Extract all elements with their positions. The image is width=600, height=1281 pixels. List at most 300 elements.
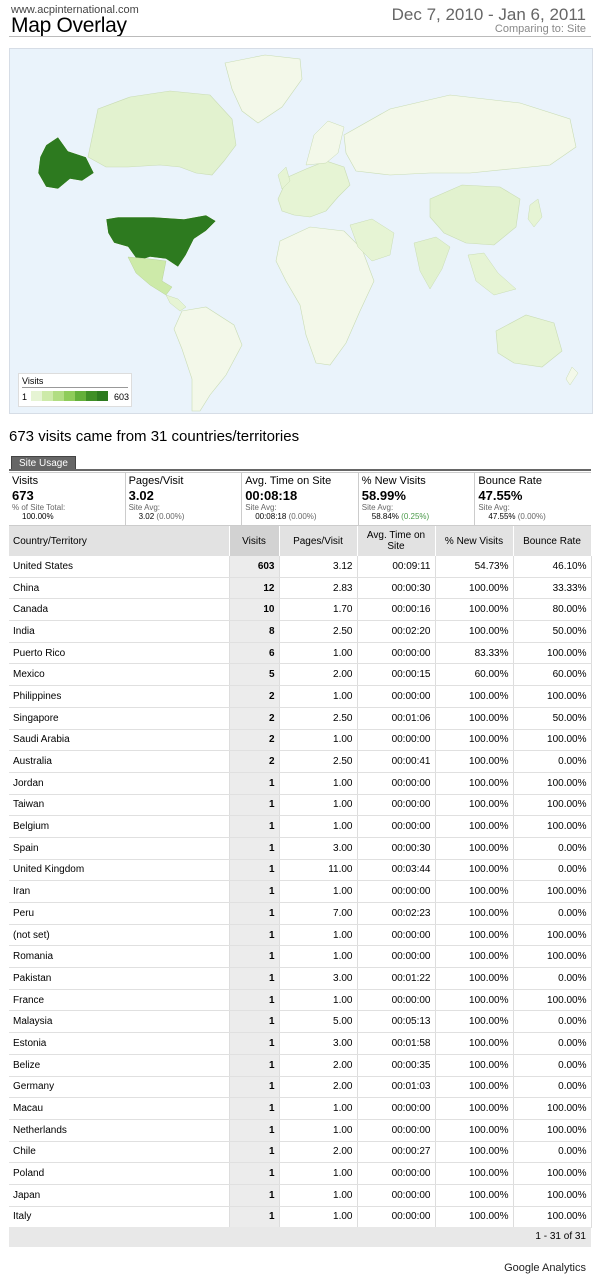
metric-name: Bounce Rate	[478, 475, 542, 487]
cell-visits: 1	[229, 1206, 279, 1228]
cell-bounce-rate: 33.33%	[513, 577, 591, 599]
cell-bounce-rate: 0.00%	[513, 1033, 591, 1055]
table-row[interactable]	[9, 881, 591, 903]
metric-delta: (0.00%)	[288, 512, 317, 521]
cell-bounce-rate: 100.00%	[513, 794, 591, 816]
cell-pages-visit: 11.00	[279, 859, 357, 881]
table-row[interactable]	[9, 1076, 591, 1098]
cell-avg-time: 00:00:35	[357, 1054, 435, 1076]
cell-visits: 2	[229, 729, 279, 751]
cell-avg-time: 00:00:00	[357, 816, 435, 838]
cell-pages-visit: 2.00	[279, 1076, 357, 1098]
cell-bounce-rate: 0.00%	[513, 1076, 591, 1098]
tab-site-usage[interactable]: Site Usage	[11, 456, 76, 471]
country-table	[9, 526, 592, 1228]
legend-swatch	[97, 391, 108, 401]
cell-bounce-rate: 100.00%	[513, 924, 591, 946]
cell-new-visits: 100.00%	[435, 924, 513, 946]
world-map[interactable]	[9, 48, 593, 414]
map-region-greenland	[225, 55, 302, 123]
world-map-svg[interactable]	[10, 49, 592, 413]
cell-bounce-rate: 100.00%	[513, 1119, 591, 1141]
cell-bounce-rate: 0.00%	[513, 968, 591, 990]
table-row[interactable]	[9, 707, 591, 729]
cell-new-visits: 100.00%	[435, 1184, 513, 1206]
cell-visits: 1	[229, 968, 279, 990]
table-row[interactable]	[9, 794, 591, 816]
cell-country[interactable]: Peru	[9, 903, 229, 925]
map-region-russia	[344, 95, 576, 175]
cell-bounce-rate: 0.00%	[513, 903, 591, 925]
cell-country[interactable]: Jordan	[9, 772, 229, 794]
cell-country[interactable]: Puerto Rico	[9, 642, 229, 664]
cell-visits: 12	[229, 577, 279, 599]
cell-country[interactable]: Chile	[9, 1141, 229, 1163]
cell-new-visits: 100.00%	[435, 772, 513, 794]
cell-avg-time: 00:02:23	[357, 903, 435, 925]
table-row[interactable]	[9, 1184, 591, 1206]
cell-avg-time: 00:01:22	[357, 968, 435, 990]
metric-delta: (0.25%)	[401, 512, 430, 521]
cell-bounce-rate: 0.00%	[513, 1141, 591, 1163]
cell-country[interactable]: United Kingdom	[9, 859, 229, 881]
legend-swatch	[53, 391, 64, 401]
cell-new-visits: 100.00%	[435, 577, 513, 599]
table-row[interactable]	[9, 1098, 591, 1120]
table-row[interactable]	[9, 1011, 591, 1033]
metric-value: 3.02	[128, 488, 154, 503]
metric-sub-value: 100.00%	[22, 512, 54, 521]
metric-name: Pages/Visit	[128, 475, 184, 487]
cell-bounce-rate: 100.00%	[513, 686, 591, 708]
cell-visits: 1	[229, 1033, 279, 1055]
table-row[interactable]	[9, 1206, 591, 1228]
legend-swatch	[42, 391, 53, 401]
pagination-label: 1 - 31 of 31	[535, 1231, 586, 1242]
map-region-china	[430, 185, 520, 245]
cell-pages-visit: 3.12	[279, 556, 357, 577]
cell-pages-visit: 1.00	[279, 1206, 357, 1228]
cell-country[interactable]: (not set)	[9, 924, 229, 946]
cell-pages-visit: 1.00	[279, 794, 357, 816]
cell-country[interactable]: Spain	[9, 837, 229, 859]
cell-pages-visit: 3.00	[279, 837, 357, 859]
table-row[interactable]	[9, 903, 591, 925]
cell-avg-time: 00:00:00	[357, 772, 435, 794]
column-header-bounce-rate[interactable]: Bounce Rate	[513, 526, 591, 556]
column-header-pages-visit[interactable]: Pages/Visit	[279, 526, 357, 556]
map-legend	[18, 373, 132, 407]
cell-visits: 1	[229, 881, 279, 903]
metric-avg-time	[242, 473, 359, 525]
cell-visits: 1	[229, 1011, 279, 1033]
cell-country[interactable]: Belize	[9, 1054, 229, 1076]
metric-value: 673	[12, 488, 34, 503]
map-region-alaska	[38, 137, 94, 189]
cell-new-visits: 100.00%	[435, 816, 513, 838]
table-header-row	[9, 526, 591, 556]
cell-pages-visit: 2.50	[279, 751, 357, 773]
cell-avg-time: 00:05:13	[357, 1011, 435, 1033]
table-row[interactable]	[9, 751, 591, 773]
title-divider	[9, 36, 591, 37]
cell-new-visits: 100.00%	[435, 989, 513, 1011]
cell-country[interactable]: Belgium	[9, 816, 229, 838]
table-row[interactable]	[9, 577, 591, 599]
table-row[interactable]	[9, 1163, 591, 1185]
cell-country[interactable]: Malaysia	[9, 1011, 229, 1033]
cell-country[interactable]: Singapore	[9, 707, 229, 729]
cell-country[interactable]: Poland	[9, 1163, 229, 1185]
cell-avg-time: 00:03:44	[357, 859, 435, 881]
cell-visits: 1	[229, 946, 279, 968]
cell-visits: 2	[229, 707, 279, 729]
table-row[interactable]	[9, 686, 591, 708]
cell-pages-visit: 1.00	[279, 881, 357, 903]
map-region-usa	[106, 215, 216, 267]
cell-visits: 1	[229, 1141, 279, 1163]
cell-pages-visit: 1.70	[279, 599, 357, 621]
cell-avg-time: 00:00:00	[357, 946, 435, 968]
metric-name: Avg. Time on Site	[245, 475, 332, 487]
cell-pages-visit: 1.00	[279, 1163, 357, 1185]
cell-new-visits: 83.33%	[435, 642, 513, 664]
cell-visits: 1	[229, 1163, 279, 1185]
cell-avg-time: 00:01:06	[357, 707, 435, 729]
cell-new-visits: 100.00%	[435, 751, 513, 773]
cell-visits: 10	[229, 599, 279, 621]
cell-bounce-rate: 0.00%	[513, 1011, 591, 1033]
metric-sub	[129, 503, 239, 521]
cell-pages-visit: 2.50	[279, 621, 357, 643]
cell-visits: 1	[229, 989, 279, 1011]
cell-country[interactable]: Romania	[9, 946, 229, 968]
table-row[interactable]	[9, 1054, 591, 1076]
cell-pages-visit: 1.00	[279, 924, 357, 946]
cell-avg-time: 00:00:00	[357, 642, 435, 664]
cell-avg-time: 00:00:00	[357, 1098, 435, 1120]
cell-avg-time: 00:00:00	[357, 1119, 435, 1141]
cell-avg-time: 00:01:58	[357, 1033, 435, 1055]
cell-avg-time: 00:00:00	[357, 729, 435, 751]
cell-pages-visit: 2.00	[279, 1141, 357, 1163]
cell-bounce-rate: 100.00%	[513, 946, 591, 968]
map-region-japan	[528, 199, 542, 227]
table-row[interactable]	[9, 989, 591, 1011]
cell-pages-visit: 5.00	[279, 1011, 357, 1033]
cell-country[interactable]: Mexico	[9, 664, 229, 686]
cell-new-visits: 100.00%	[435, 686, 513, 708]
column-header-new-visits[interactable]: % New Visits	[435, 526, 513, 556]
cell-new-visits: 100.00%	[435, 1206, 513, 1228]
cell-bounce-rate: 100.00%	[513, 1098, 591, 1120]
cell-bounce-rate: 50.00%	[513, 621, 591, 643]
table-row[interactable]	[9, 1141, 591, 1163]
cell-bounce-rate: 100.00%	[513, 816, 591, 838]
cell-visits: 6	[229, 642, 279, 664]
table-row[interactable]	[9, 1119, 591, 1141]
cell-avg-time: 00:00:00	[357, 1206, 435, 1228]
cell-pages-visit: 7.00	[279, 903, 357, 925]
cell-pages-visit: 2.00	[279, 664, 357, 686]
cell-new-visits: 100.00%	[435, 903, 513, 925]
cell-country[interactable]: Pakistan	[9, 968, 229, 990]
map-region-scandinavia	[306, 121, 344, 165]
cell-new-visits: 100.00%	[435, 1119, 513, 1141]
table-row[interactable]	[9, 556, 591, 577]
table-row[interactable]	[9, 816, 591, 838]
cell-bounce-rate: 0.00%	[513, 837, 591, 859]
cell-bounce-rate: 46.10%	[513, 556, 591, 577]
metric-value: 00:08:18	[245, 488, 298, 503]
metric-sub	[362, 503, 472, 521]
cell-country[interactable]: China	[9, 577, 229, 599]
cell-country[interactable]: Australia	[9, 751, 229, 773]
cell-avg-time: 00:01:03	[357, 1076, 435, 1098]
cell-pages-visit: 1.00	[279, 686, 357, 708]
cell-avg-time: 00:00:30	[357, 577, 435, 599]
metric-new-visits	[359, 473, 476, 525]
table-row[interactable]	[9, 664, 591, 686]
pagination	[9, 1227, 591, 1247]
metric-visits	[9, 473, 126, 525]
map-region-southeast-asia	[468, 253, 516, 295]
cell-avg-time: 00:00:30	[357, 837, 435, 859]
map-region-india	[414, 237, 450, 289]
cell-new-visits: 100.00%	[435, 1033, 513, 1055]
table-row[interactable]	[9, 772, 591, 794]
cell-avg-time: 00:00:16	[357, 599, 435, 621]
cell-pages-visit: 3.00	[279, 1033, 357, 1055]
tab-divider	[9, 469, 591, 471]
cell-avg-time: 00:00:15	[357, 664, 435, 686]
cell-new-visits: 100.00%	[435, 1141, 513, 1163]
metric-delta: (0.00%)	[517, 512, 546, 521]
cell-visits: 1	[229, 1184, 279, 1206]
comparing-label: Comparing to: Site	[494, 23, 586, 35]
metric-sub-value: 3.02	[138, 512, 155, 521]
table-row[interactable]	[9, 837, 591, 859]
cell-pages-visit: 1.00	[279, 946, 357, 968]
map-region-new-zealand	[566, 367, 578, 385]
metric-bounce-rate	[475, 473, 591, 525]
legend-swatch	[64, 391, 75, 401]
cell-pages-visit: 1.00	[279, 816, 357, 838]
cell-pages-visit: 1.00	[279, 772, 357, 794]
metric-sub-label: Site Avg:	[361, 503, 394, 512]
cell-pages-visit: 1.00	[279, 1119, 357, 1141]
cell-bounce-rate: 60.00%	[513, 664, 591, 686]
metric-value: 47.55%	[478, 488, 523, 503]
cell-avg-time: 00:00:27	[357, 1141, 435, 1163]
cell-bounce-rate: 100.00%	[513, 989, 591, 1011]
cell-new-visits: 100.00%	[435, 881, 513, 903]
cell-bounce-rate: 0.00%	[513, 1054, 591, 1076]
cell-avg-time: 00:02:20	[357, 621, 435, 643]
cell-new-visits: 100.00%	[435, 794, 513, 816]
cell-new-visits: 100.00%	[435, 968, 513, 990]
cell-country[interactable]: Italy	[9, 1206, 229, 1228]
column-header-country[interactable]: Country/Territory	[9, 526, 229, 556]
cell-country[interactable]: Iran	[9, 881, 229, 903]
cell-new-visits: 100.00%	[435, 599, 513, 621]
cell-country[interactable]: United States	[9, 556, 229, 577]
cell-country[interactable]: Germany	[9, 1076, 229, 1098]
date-range[interactable]: Dec 7, 2010 - Jan 6, 2011	[391, 5, 586, 24]
cell-visits: 8	[229, 621, 279, 643]
cell-new-visits: 100.00%	[435, 837, 513, 859]
legend-title: Visits	[22, 376, 44, 386]
cell-new-visits: 100.00%	[435, 1098, 513, 1120]
cell-new-visits: 100.00%	[435, 859, 513, 881]
column-header-visits[interactable]: Visits	[229, 526, 279, 556]
cell-visits: 1	[229, 859, 279, 881]
metric-delta: (0.00%)	[156, 512, 185, 521]
map-region-south-america	[174, 307, 242, 411]
cell-pages-visit: 1.00	[279, 1184, 357, 1206]
cell-visits: 5	[229, 664, 279, 686]
legend-swatch	[75, 391, 86, 401]
cell-new-visits: 100.00%	[435, 1076, 513, 1098]
cell-visits: 2	[229, 751, 279, 773]
cell-country[interactable]: Netherlands	[9, 1119, 229, 1141]
cell-country[interactable]: Philippines	[9, 686, 229, 708]
cell-pages-visit: 2.50	[279, 707, 357, 729]
footer-brand: Google Analytics	[504, 1262, 586, 1274]
table-row[interactable]	[9, 642, 591, 664]
legend-swatch	[31, 391, 42, 401]
table-row[interactable]	[9, 729, 591, 751]
cell-avg-time: 00:00:00	[357, 686, 435, 708]
site-url: www.acpinternational.com	[11, 4, 139, 16]
summary-heading: 673 visits came from 31 countries/territories	[9, 428, 300, 445]
cell-new-visits: 100.00%	[435, 1163, 513, 1185]
legend-min: 1	[22, 392, 28, 402]
cell-country[interactable]: Saudi Arabia	[9, 729, 229, 751]
cell-pages-visit: 3.00	[279, 968, 357, 990]
cell-visits: 1	[229, 1054, 279, 1076]
metric-sub	[12, 503, 122, 521]
metrics-bar	[9, 472, 591, 526]
cell-bounce-rate: 100.00%	[513, 1184, 591, 1206]
cell-bounce-rate: 80.00%	[513, 599, 591, 621]
cell-avg-time: 00:09:11	[357, 556, 435, 577]
metric-pages-visit	[126, 473, 243, 525]
legend-swatch	[86, 391, 97, 401]
table-row[interactable]	[9, 924, 591, 946]
cell-visits: 2	[229, 686, 279, 708]
cell-new-visits: 60.00%	[435, 664, 513, 686]
table-row[interactable]	[9, 621, 591, 643]
cell-new-visits: 100.00%	[435, 1054, 513, 1076]
metric-sub-label: % of Site Total:	[12, 503, 66, 512]
metric-name: Visits	[12, 475, 39, 487]
cell-avg-time: 00:00:00	[357, 881, 435, 903]
cell-pages-visit: 1.00	[279, 642, 357, 664]
cell-bounce-rate: 0.00%	[513, 859, 591, 881]
cell-country[interactable]: Japan	[9, 1184, 229, 1206]
cell-pages-visit: 1.00	[279, 989, 357, 1011]
table-row[interactable]	[9, 946, 591, 968]
legend-divider	[22, 387, 128, 388]
cell-country[interactable]: Taiwan	[9, 794, 229, 816]
metric-sub	[245, 503, 355, 521]
cell-avg-time: 00:00:41	[357, 751, 435, 773]
cell-avg-time: 00:00:00	[357, 924, 435, 946]
map-region-mexico	[128, 257, 172, 295]
cell-bounce-rate: 100.00%	[513, 642, 591, 664]
table-row[interactable]	[9, 599, 591, 621]
cell-country[interactable]: Macau	[9, 1098, 229, 1120]
metric-sub-label: Site Avg:	[245, 503, 277, 512]
column-header-avg-time[interactable]: Avg. Time on Site	[357, 526, 435, 556]
metric-sub-value: 00:08:18	[255, 512, 287, 521]
cell-visits: 1	[229, 794, 279, 816]
cell-country[interactable]: Estonia	[9, 1033, 229, 1055]
map-region-europe	[278, 161, 350, 217]
cell-country[interactable]: France	[9, 989, 229, 1011]
cell-visits: 1	[229, 1119, 279, 1141]
table-body	[9, 556, 591, 1228]
cell-pages-visit: 1.00	[279, 1098, 357, 1120]
cell-pages-visit: 2.00	[279, 1054, 357, 1076]
cell-visits: 1	[229, 924, 279, 946]
cell-visits: 1	[229, 903, 279, 925]
cell-visits: 603	[229, 556, 279, 577]
cell-pages-visit: 1.00	[279, 729, 357, 751]
cell-new-visits: 100.00%	[435, 729, 513, 751]
cell-bounce-rate: 100.00%	[513, 772, 591, 794]
cell-bounce-rate: 100.00%	[513, 729, 591, 751]
cell-avg-time: 00:00:00	[357, 1184, 435, 1206]
cell-visits: 1	[229, 816, 279, 838]
cell-visits: 1	[229, 837, 279, 859]
legend-max: 603	[113, 392, 129, 402]
legend-color-scale	[31, 391, 108, 401]
cell-new-visits: 100.00%	[435, 621, 513, 643]
cell-visits: 1	[229, 1076, 279, 1098]
cell-visits: 1	[229, 1098, 279, 1120]
page-title: Map Overlay	[11, 14, 127, 37]
cell-country[interactable]: Canada	[9, 599, 229, 621]
table-row[interactable]	[9, 968, 591, 990]
metric-value: 58.99%	[361, 488, 406, 503]
cell-visits: 1	[229, 772, 279, 794]
cell-new-visits: 54.73%	[435, 556, 513, 577]
metric-sub	[478, 503, 588, 521]
cell-new-visits: 100.00%	[435, 707, 513, 729]
metric-sub-label: Site Avg:	[478, 503, 510, 512]
cell-avg-time: 00:00:00	[357, 1163, 435, 1185]
table-row[interactable]	[9, 1033, 591, 1055]
cell-bounce-rate: 50.00%	[513, 707, 591, 729]
map-region-canada	[88, 91, 236, 175]
cell-pages-visit: 2.83	[279, 577, 357, 599]
cell-bounce-rate: 100.00%	[513, 1206, 591, 1228]
table-row[interactable]	[9, 859, 591, 881]
metric-name: % New Visits	[361, 475, 426, 487]
cell-avg-time: 00:00:00	[357, 794, 435, 816]
cell-new-visits: 100.00%	[435, 1011, 513, 1033]
cell-avg-time: 00:00:00	[357, 989, 435, 1011]
cell-bounce-rate: 0.00%	[513, 751, 591, 773]
cell-country[interactable]: India	[9, 621, 229, 643]
map-region-central-america	[166, 295, 186, 311]
map-region-australia	[496, 315, 562, 367]
cell-bounce-rate: 100.00%	[513, 1163, 591, 1185]
cell-new-visits: 100.00%	[435, 946, 513, 968]
metric-sub-label: Site Avg:	[128, 503, 161, 512]
